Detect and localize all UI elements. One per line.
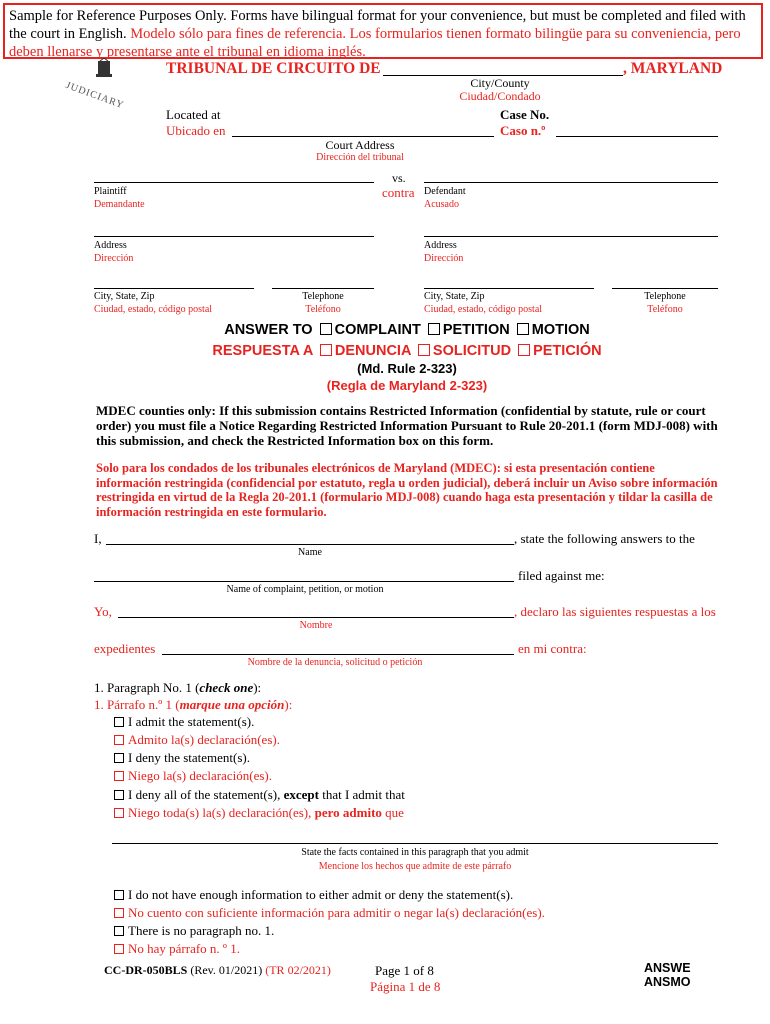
option-deny-except-es[interactable]: Niego toda(s) la(s) declaración(es), pero admito que xyxy=(114,805,404,821)
denuncia-checkbox[interactable] xyxy=(320,344,332,356)
plaintiff-address-field[interactable] xyxy=(94,236,374,237)
i-label: I, xyxy=(94,531,102,546)
petition-checkbox[interactable] xyxy=(428,323,440,335)
defendant-name-field[interactable] xyxy=(424,182,718,183)
rule-label-es: (Regla de Maryland 2-323) xyxy=(326,378,488,393)
niego-checkbox[interactable] xyxy=(114,771,124,781)
complaint-checkbox[interactable] xyxy=(320,323,332,335)
option-deny-es[interactable]: Niego la(s) declaración(es). xyxy=(114,768,272,784)
no-paragraph-checkbox[interactable] xyxy=(114,926,124,936)
nombre-denuncia-label: Nombre de la denuncia, solicitud o petición xyxy=(247,657,423,668)
filed-against-label: filed against me: xyxy=(518,568,605,583)
form-title-es: RESPUESTA A DENUNCIA SOLICITUD PETICIÓN xyxy=(212,343,602,359)
plaintiff-address-label-es: Dirección xyxy=(94,253,134,264)
seal-text: JUDICIARY xyxy=(64,80,126,112)
facts-label: State the facts contained in this paragraph that you admit xyxy=(301,847,529,858)
state-answers-label: , state the following answers to the xyxy=(514,531,695,546)
option-no-paragraph[interactable]: There is no paragraph no. 1. xyxy=(114,923,274,939)
plaintiff-phone-label-es: Teléfono xyxy=(305,304,341,315)
option-deny[interactable]: I deny the statement(s). xyxy=(114,750,250,766)
defendant-phone-label: Telephone xyxy=(644,291,686,302)
no-info-es-checkbox[interactable] xyxy=(114,908,124,918)
defendant-label-es: Acusado xyxy=(424,199,459,210)
no-paragraph-es-checkbox[interactable] xyxy=(114,944,124,954)
defendant-address-field[interactable] xyxy=(424,236,718,237)
plaintiff-city-field[interactable] xyxy=(94,288,254,289)
plaintiff-city-label-es: Ciudad, estado, código postal xyxy=(94,304,213,315)
defendant-phone-field[interactable] xyxy=(612,288,718,289)
judiciary-seal xyxy=(62,58,142,112)
banner-text-en: Sample for Reference Purposes Only. Forms have bilingual format for your convenience, but must be completed and filed with the court in English. xyxy=(9,8,746,42)
plaintiff-label: Plaintiff xyxy=(94,186,127,197)
case-no-field[interactable] xyxy=(556,136,718,137)
plaintiff-city-label: City, State, Zip xyxy=(94,291,155,302)
defendant-city-label-es: Ciudad, estado, código postal xyxy=(424,304,543,315)
complaint-name-field[interactable] xyxy=(94,581,514,582)
city-county-label-es: Ciudad/Condado xyxy=(459,89,541,103)
expedientes-label: expedientes xyxy=(94,641,156,656)
plaintiff-name-field[interactable] xyxy=(94,182,374,183)
peticion-checkbox[interactable] xyxy=(518,344,530,356)
plaintiff-label-es: Demandante xyxy=(94,199,145,210)
nombre-label: Nombre xyxy=(299,620,333,631)
name-field[interactable] xyxy=(106,544,514,545)
page-number-es: Página 1 de 8 xyxy=(370,979,441,994)
defendant-address-label: Address xyxy=(424,240,457,251)
deny-except-checkbox[interactable] xyxy=(114,790,124,800)
option-admit[interactable]: I admit the statement(s). xyxy=(114,714,254,730)
plaintiff-phone-label: Telephone xyxy=(302,291,344,302)
court-title: TRIBUNAL DE CIRCUITO DE xyxy=(166,60,381,77)
case-no-label: Case No. xyxy=(500,107,550,122)
located-at-field[interactable] xyxy=(232,136,494,137)
defendant-address-label-es: Dirección xyxy=(424,253,464,264)
mdec-notice-es: Solo para los condados de los tribunales electrónicos de Maryland (MDEC): si esta presentación contiene información restringida (confidencial por estatuto, regla u orden judicial), deberá incluir un Aviso sobre información restringida en virtud de la Regla 20-201.1 (formulario MDJ-008) cuando haga esta presentación y tildar la casilla de información restringida en este formulario. xyxy=(96,461,718,519)
court-title-state: , MARYLAND xyxy=(623,60,723,77)
facts-field[interactable] xyxy=(112,843,718,844)
solicitud-checkbox[interactable] xyxy=(418,344,430,356)
option-no-paragraph-es[interactable]: No hay párrafo n. º 1. xyxy=(114,941,240,957)
option-admit-es[interactable]: Admito la(s) declaración(es). xyxy=(114,732,280,748)
en-mi-contra-label: en mi contra: xyxy=(518,641,587,656)
facts-label-es: Mencione los hechos que admite de este párrafo xyxy=(318,861,512,872)
form-number: CC-DR-050BLS (Rev. 01/2021) (TR 02/2021) xyxy=(104,963,331,977)
niego-pero-checkbox[interactable] xyxy=(114,808,124,818)
reference-banner xyxy=(3,3,763,59)
court-address-label: Court Address xyxy=(325,138,395,152)
expediente-name-field[interactable] xyxy=(162,654,514,655)
defendant-city-label: City, State, Zip xyxy=(424,291,485,302)
contra-label: contra xyxy=(382,185,415,200)
yo-label: Yo, xyxy=(94,604,112,619)
form-title: ANSWER TO COMPLAINT PETITION MOTION xyxy=(224,322,590,338)
nombre-field[interactable] xyxy=(118,617,514,618)
plaintiff-phone-field[interactable] xyxy=(272,288,374,289)
defendant-label: Defendant xyxy=(424,186,466,197)
located-at-label: Located at xyxy=(166,107,221,122)
admito-checkbox[interactable] xyxy=(114,735,124,745)
mdec-notice: MDEC counties only: If this submission contains Restricted Information (confidential by statute, rule or court order) you must file a Notice Regarding Restricted Information Pursuant to Rule 20-201.1 (form MDJ-008) with this submission, and check the Restricted Information box on this form. xyxy=(96,403,718,448)
deny-checkbox[interactable] xyxy=(114,753,124,763)
court-address-label-es: Dirección del tribunal xyxy=(316,152,404,163)
rule-label: (Md. Rule 2-323) xyxy=(357,361,457,376)
banner-text-es: Modelo sólo para fines de referencia. Los formularios tienen formato bilingüe para su conveniencia, pero deben llenarse y presentarse ante el tribunal en idioma inglés. xyxy=(9,26,741,60)
complaint-name-label: Name of complaint, petition, or motion xyxy=(226,584,384,595)
paragraph-heading: 1. Paragraph No. 1 (check one): xyxy=(94,680,262,695)
motion-checkbox[interactable] xyxy=(517,323,529,335)
case-no-label-es: Caso n.º xyxy=(500,123,546,138)
name-label: Name xyxy=(298,547,322,558)
option-deny-except[interactable]: I deny all of the statement(s), except that I admit that xyxy=(114,787,405,803)
short-title: ANSWE ANSMO xyxy=(644,961,691,989)
page-number: Page 1 of 8 xyxy=(375,963,434,978)
defendant-phone-label-es: Teléfono xyxy=(647,304,683,315)
vs-label: vs. xyxy=(392,171,406,185)
city-county-label: City/County xyxy=(470,76,530,90)
located-at-label-es: Ubicado en xyxy=(166,123,226,138)
plaintiff-address-label: Address xyxy=(94,240,127,251)
defendant-city-field[interactable] xyxy=(424,288,594,289)
declaro-label: , declaro las siguientes respuestas a los xyxy=(514,604,716,619)
option-no-info-es[interactable]: No cuento con suficiente información para admitir o negar la(s) declaración(es). xyxy=(114,905,545,921)
admit-checkbox[interactable] xyxy=(114,717,124,727)
paragraph-heading-es: 1. Párrafo n.º 1 (marque una opción): xyxy=(94,697,293,712)
option-no-info[interactable]: I do not have enough information to either admit or deny the statement(s). xyxy=(114,887,513,903)
no-info-checkbox[interactable] xyxy=(114,890,124,900)
